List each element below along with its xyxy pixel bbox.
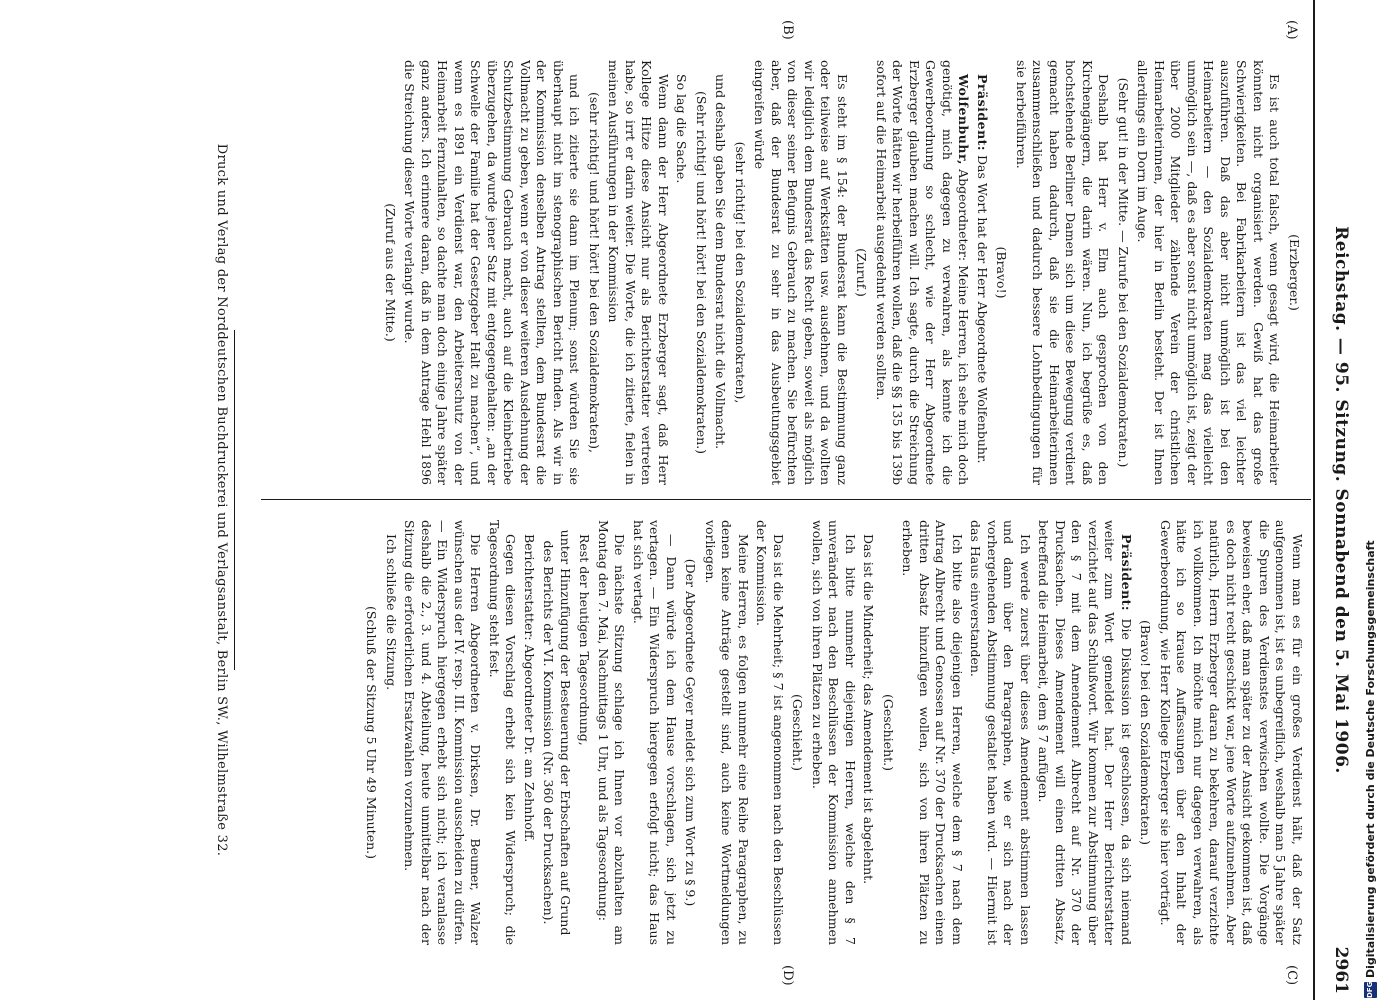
- margin-letter-c: (C): [1284, 965, 1299, 986]
- speaker-name: Wolfenbuhr,: [956, 74, 972, 165]
- left-column: [265, 60, 1305, 485]
- margin-letter-d: (D): [780, 965, 795, 986]
- speaker-name: Präsident:: [975, 74, 990, 152]
- paragraph: Wenn man es für ein großes Verdienst hält, daß der Satz aufgenommen ist, ist es unbegreiflich, weshalb man 5 Jahre später die Spuren des Verdienstes verwischen wollte. Die Vorgänge beweisen eher, daß man später zu der Ansicht gekommen ist, daß es doch nicht recht geschickt war, jene Worte aufzunehmen. Aber natürlich, Herrn Erzberger daran zu bekehren, darauf verzichte ich vollkommen. Ich möchte mich nur dagegen verwahren, als hätte ich so krause Auffassungen über den Inhalt der Gewerbeordnung, wie Herr Kollege Erzberger sie hier vorträgt.: [1158, 520, 1305, 945]
- paragraph: Ich bitte nunmehr diejenigen Herren, welche den § 7 unverändert nach den Beschlüssen der Kommission annehmen wollen, sich von ihren Plätzen zu erheben.: [810, 520, 858, 945]
- speaker-name: Präsident:: [1119, 534, 1134, 612]
- paragraph: Rest der heutigen Tagesordnung,: [577, 534, 593, 746]
- interjection: (Sehr gut! in der Mitte. — Zurufe bei den Sozialdemokraten.): [1116, 77, 1131, 468]
- dfg-logo-icon: DFG: [1364, 982, 1377, 998]
- interjection: (Zuruf.): [854, 248, 870, 297]
- interjection: (Zuruf aus der Mitte.): [383, 203, 398, 342]
- interjection: (sehr richtig! bei den Sozialdemokraten),: [733, 141, 748, 404]
- speech-text: Abgeordneter: Meine Herren, ich sehe mich doch genötigt, mich dagegen zu verwahren, als kennte ich die Gewerbeordnung so schlecht, wie der Herr Abgeordnete Erzberger glauben machen will. Ich sagte, durch die Streichung der Worte hätten wir herbeiführen wollen, daß die §§ 135 bis 139b sofort auf die Heimarbeit ausgedehnt werden sollten.: [874, 60, 972, 485]
- speech-paragraph: [974, 60, 991, 485]
- footer-rule: [234, 330, 235, 670]
- digitization-credit-text: Digitalisierung gefördert durch die Deutsche Forschungsgemeinschaft: [1364, 540, 1377, 978]
- paragraph: Die nächste Sitzung schlage ich Ihnen vor abzuhalten am Montag den 7. Mai, Nachmittags 1 Uhr, und als Tagesordnung:: [596, 520, 628, 945]
- paragraph: Es ist auch total falsch, wenn gesagt wird, die Heimarbeiter könnten nicht organisiert werden. Gewiß hat das große Schwierigkeiten. Bei Fabrikarbeitern ist das viel leichter auszuführen. Daß das aber nicht unmöglich ist bei den Heimarbeitern — den Sozialdemokraten mag das vielleicht unmöglich sein —, daß es aber sonst nicht unmöglich ist, zeigt der über 2000 Mitglieder zählende Verein der christlichen Heimarbeiterinnen, der hier in Berlin besteht. Der ist Ihnen allerdings ein Dorn im Auge.: [1135, 60, 1283, 485]
- margin-letter-a: (A): [1284, 20, 1299, 40]
- paragraph: So lag die Sache.: [674, 74, 690, 184]
- interjection: (sehr richtig! und hört! hört! bei den Sozialdemokraten),: [587, 92, 602, 453]
- interjection: (Bravo!): [994, 246, 1010, 299]
- interjection: (Der Abgeordnete Geyer meldet sich zum Wort zu § 9.): [683, 558, 699, 907]
- speech-text: Die Diskussion ist geschlossen, da sich niemand weiter zum Wort gemeldet hat. Der Herr Berichterstatter verzichtet auf das Schlußwort. Wir kommen zur Abstimmung über den § 7 mit dem Amendement Albrecht auf Nr. 370 der Drucksachen. Dieses Amendement will einen dritten Absatz, betreffend die Heimarbeit, dem § 7 anfügen.: [1036, 520, 1134, 945]
- paragraph: — Dann würde ich dem Hause vorschlagen, sich jetzt zu vertagen. — Ein Widerspruch hiergegen erfolgt nicht; das Haus hat sich vertagt.: [631, 520, 679, 945]
- digitization-credit: [1362, 0, 1380, 1000]
- interjection: (Schluß der Sitzung 5 Uhr 49 Minuten.): [364, 605, 380, 859]
- paragraph: Gegen diesen Vorschlag erhebt sich kein Widerspruch; die Tagesordnung steht fest.: [487, 520, 519, 945]
- paragraph: Ich werde zuerst über dieses Amendement abstimmen lassen und dann über den Paragraphen, wie er sich nach der vorhergehenden Abstimmung gestaltet haben wird. — Hiermit ist das Haus einverstanden.: [968, 520, 1033, 945]
- paragraph: Das ist die Minderheit; das Amendement ist abgelehnt.: [861, 534, 877, 885]
- speech-paragraph: [873, 60, 972, 485]
- printer-imprint: Druck und Verlag der Norddeutschen Buchdruckerei und Verlagsanstalt, Berlin SW., Wilhelmstraße 32.: [214, 143, 229, 857]
- interjection: unter Hinzufügung der Besteuerung der Erbschaften auf Grund des Berichts der VI. Kommission (Nr. 360 der Drucksachen).: [541, 529, 573, 936]
- paragraph: Wenn dann der Herr Abgeordnete Erzberger sagt, daß Herr Kollege Hitze diese Ansicht nur als Berichterstatter vertreten habe, so irrt er darin weiter. Die Worte, die ich zitierte, fielen in meinen Ausführungen in der Kommission: [606, 60, 671, 485]
- interjection: (Bravo! bei den Sozialdemokraten.): [1138, 619, 1154, 846]
- interjection: (Geschieht.): [881, 693, 896, 772]
- paragraph: und deshalb gaben Sie dem Bundesrat nicht die Vollmacht.: [713, 74, 729, 450]
- speech-text: Das Wort hat der Herr Abgeordnete Wolfenbuhr.: [975, 155, 990, 464]
- margin-letter-b: (B): [780, 20, 795, 40]
- paragraph: Es steht im § 154: der Bundesrat kann die Bestimmung ganz oder teilweise auf Werkstätten usw. ausdehnen, und da wollten wir lediglich dem Bundesrat das Recht geben, soweit als möglich von dieser seiner Befugnis Gebrauch zu machen. Sie befürchten aber, daß der Bundesrat zu sehr in das Ausbeutungsgebiet eingreifen würde: [752, 60, 850, 485]
- page-number: 2961: [1331, 946, 1351, 994]
- column-divider: [261, 499, 1311, 500]
- paragraph: Ich schließe die Sitzung.: [384, 534, 399, 691]
- paragraph: Meine Herren, es folgen nunmehr eine Reihe Paragraphen, zu denen keine Anträge gestellt sind, auch keine Wortmeldungen vorliegen.: [703, 520, 751, 945]
- paragraph: Berichterstatter: Abgeordneter Dr. am Zehnhoff.: [522, 534, 537, 843]
- paragraph: und ich zitierte sie dann im Plenum; sonst würden Sie sie überhaupt nicht im stenographischen Bericht finden. Als wir in der Kommission denselben Antrag stellten, dem Bundesrat die Vollmacht zu geben, wenn er von dieser weiteren Ausdehnung der Schutzbestimmung Gebrauch macht, auch auf die Kleinbetriebe überzugehen, da wurde jener Satz mit entgegengehalten: „an der Schwelle der Familie hat der Gesetzgeber Halt zu machen“, und wenn es 1891 ein Verdienst war, den Arbeiterschutz von der Heimarbeit fernzuhalten, so dachte man doch einige Jahre später ganz anders. Ich erinnere daran, daß in dem Antrage Hehl 1896 die Streichung dieser Worte verlangt wurde.: [402, 60, 583, 485]
- speaker-label: (Erzberger.): [1287, 234, 1302, 311]
- interjection: (Geschieht.): [790, 693, 806, 772]
- document-page: [55, 0, 1355, 1000]
- paragraph: Deshalb hat Herr v. Elm auch gesprochen von den Kirchengängern, die darin wären. Nun, ich begrüße es, daß hochstehende Berliner Damen sich um diese Bewegung verdient gemacht haben dadurch, daß sie die Heimarbeiterinnen zusammenschließen und dadurch bessere Lohnbedingungen für sie herbeiführen.: [1014, 60, 1112, 485]
- paragraph: Die Herren Abgeordneten v. Dirksen, Dr. Beumer, Walzer wünschen aus der IV. resp. III. Kommission ausscheiden zu dürfen. — Ein Widerspruch hiergegen erhebt sich nicht; ich veranlasse deshalb die 2., 3. und 4. Abteilung, heute unmittelbar nach der Sitzung die erforderlichen Ersatzwahlen vorzunehmen.: [402, 520, 484, 945]
- speech-paragraph: [1035, 520, 1134, 945]
- paragraph: Das ist die Mehrheit; § 7 ist angenommen nach den Beschlüssen der Kommission.: [754, 520, 786, 945]
- page-header: [1313, 0, 1355, 1000]
- header-title: Reichstag. — 95. Sitzung. Sonnabend den 5. Mai 1906.: [1331, 226, 1351, 774]
- interjection: (Sehr richtig! und hört! hört! bei den Sozialdemokraten.): [694, 90, 709, 455]
- right-column: [265, 520, 1305, 945]
- paragraph: Ich bitte also diejenigen Herren, welche dem § 7 nach dem Antrag Albrecht und Genossen auf Nr. 370 der Drucksachen einen dritten Absatz hinzufügen wollen, sich von ihren Plätzen zu erheben.: [900, 520, 965, 945]
